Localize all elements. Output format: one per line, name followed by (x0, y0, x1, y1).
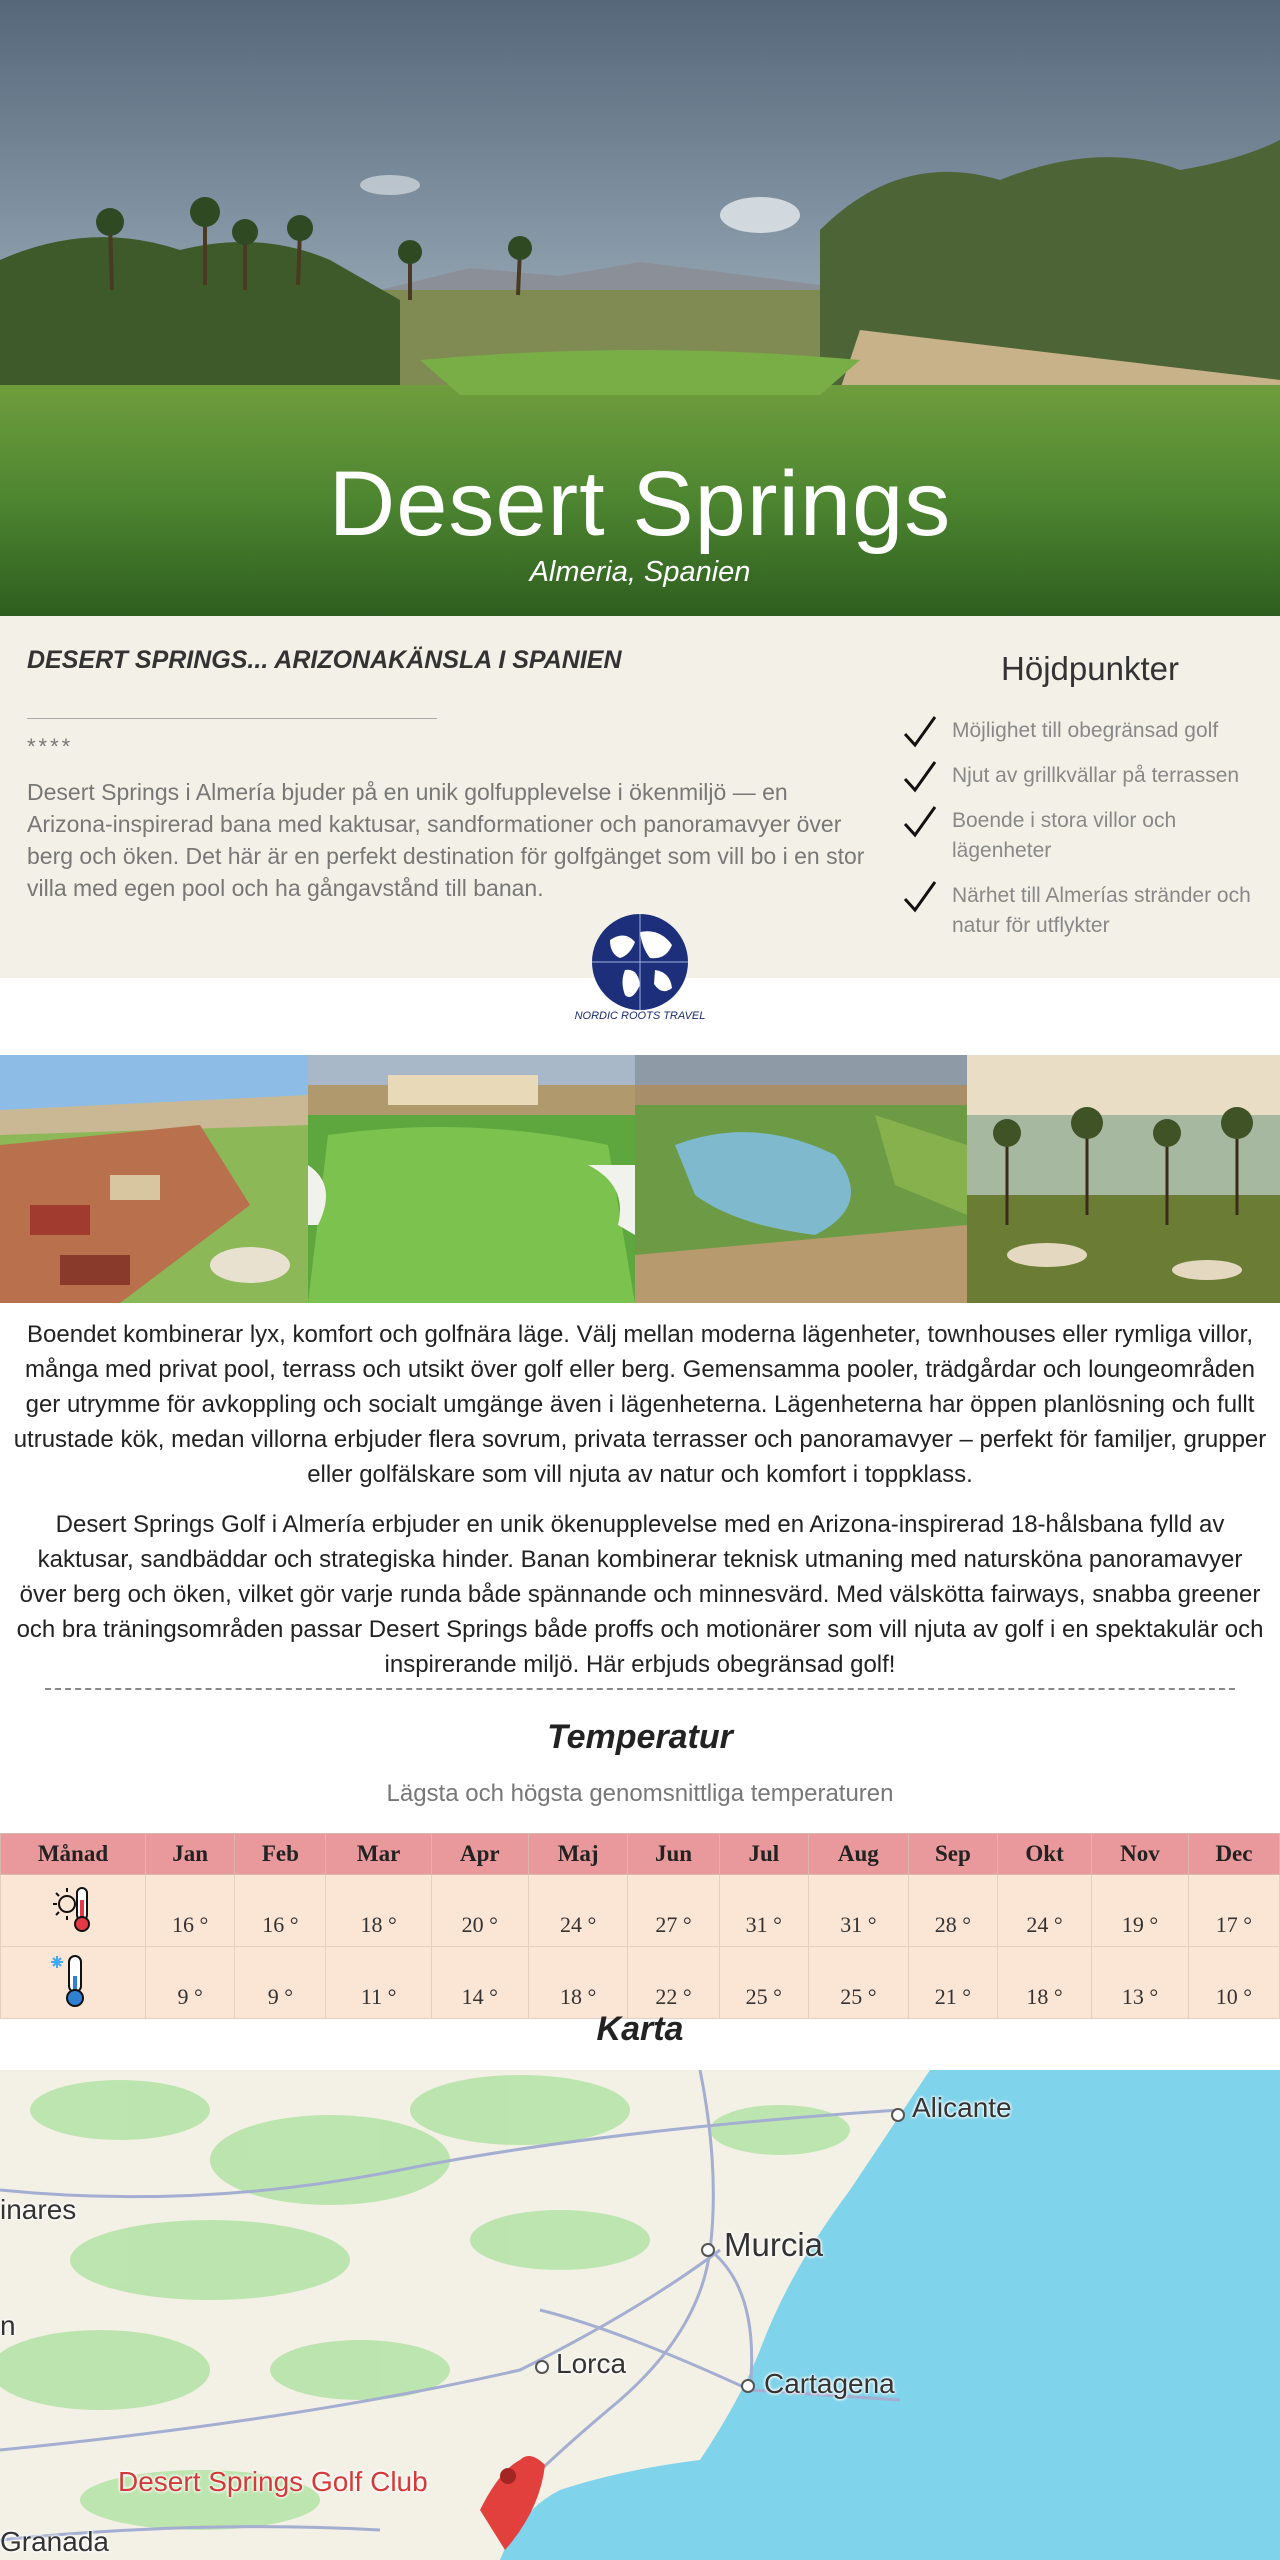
temperature-title: Temperatur (547, 1718, 733, 1756)
map-label-lorca: Lorca (556, 2348, 627, 2379)
high-temp-cell: 18 ° (326, 1875, 432, 1947)
month-jan: Jan (146, 1834, 235, 1875)
highlights-title: Höjdpunkter (1001, 650, 1179, 687)
month-aug: Aug (808, 1834, 908, 1875)
month-maj: Maj (528, 1834, 628, 1875)
low-temp-cell: 25 ° (808, 1947, 908, 2019)
gallery-photo-lake (635, 1055, 967, 1303)
checkmark-icon (902, 714, 938, 750)
highlight-item (900, 716, 1280, 746)
low-temp-cell: 13 ° (1092, 1947, 1189, 2019)
map-label-edge: n (0, 2310, 16, 2341)
month-sep: Sep (908, 1834, 997, 1875)
temperature-table (0, 1833, 1280, 2019)
intro-heading: DESERT SPRINGS... ARIZONAKÄNSLA I SPANIEN (27, 646, 622, 674)
month-feb: Feb (235, 1834, 326, 1875)
logo-label: NORDIC ROOTS TRAVEL (574, 1010, 706, 1022)
month-mar: Mar (326, 1834, 432, 1875)
month-header: Månad (1, 1834, 146, 1875)
gallery-photo-green (308, 1055, 635, 1303)
low-temp-cell: 18 ° (998, 1947, 1092, 2019)
month-jul: Jul (719, 1834, 808, 1875)
sun-thermometer-icon (51, 1882, 95, 1934)
high-temp-cell: 17 ° (1188, 1875, 1279, 1947)
photo-gallery (0, 1055, 1280, 1303)
intro-divider (27, 718, 437, 719)
highlights-list (900, 716, 1280, 956)
low-temp-label (1, 1947, 146, 2019)
high-temp-cell: 16 ° (235, 1875, 326, 1947)
table-header-row (1, 1834, 1280, 1875)
dashed-divider (45, 1688, 1235, 1690)
highlight-label: Möjlighet till obegränsad golf (952, 719, 1219, 742)
snow-thermometer-icon (51, 1952, 95, 2008)
high-temp-cell: 31 ° (719, 1875, 808, 1947)
intro-text: Desert Springs i Almería bjuder på en unik golfupplevelse i ökenmiljö — en Arizona-inspirerad bana med kaktusar, sandformationer och panoramavyer över berg och öken. Det här är en perfekt destination för golfgänget som vill bo i en stor villa med egen pool och ha gångavstånd till banan. (27, 779, 865, 901)
low-temp-cell: 25 ° (719, 1947, 808, 2019)
high-temp-label (1, 1875, 146, 1947)
month-apr: Apr (431, 1834, 528, 1875)
month-dec: Dec (1188, 1834, 1279, 1875)
high-temp-cell: 19 ° (1092, 1875, 1189, 1947)
low-temp-cell: 18 ° (528, 1947, 628, 2019)
low-temp-cell: 9 ° (235, 1947, 326, 2019)
high-temp-cell: 24 ° (998, 1875, 1092, 1947)
map-label-granada: Granada (0, 2526, 109, 2557)
map-label-alicante: Alicante (912, 2092, 1012, 2123)
gallery-photo-palms (967, 1055, 1280, 1303)
high-temp-cell: 31 ° (808, 1875, 908, 1947)
month-nov: Nov (1092, 1834, 1189, 1875)
checkmark-icon (902, 804, 938, 840)
star-rating: **** (27, 734, 74, 759)
low-temp-cell: 21 ° (908, 1947, 997, 2019)
checkmark-icon (902, 759, 938, 795)
low-temp-cell: 11 ° (326, 1947, 432, 2019)
low-temp-cell: 9 ° (146, 1947, 235, 2019)
hero-subtitle: Almeria, Spanien (529, 556, 751, 588)
map-label-murcia: Murcia (724, 2226, 824, 2263)
golf-course-text: Desert Springs Golf i Almería erbjuder en unik ökenupplevelse med en Arizona-inspirerad 18-hålsbana fylld av kaktusar, sandbäddar och strategiska hinder. Banan kombinerar teknisk utmaning med natursköna panoramavyer över berg och öken, vilket gör varje runda både spännande och minnesvärd. Med välskötta fairways, snabba greener och bra träningsområden passar Desert Springs både proffs och motionärer som vill njuta av golf i en spektakulär och inspirerande miljö. Här erbjuds obegränsad golf! (16, 1511, 1264, 1678)
high-temp-cell: 24 ° (528, 1875, 628, 1947)
map-label-linares: inares (0, 2194, 77, 2225)
hero-banner (0, 0, 1280, 616)
high-temp-cell: 28 ° (908, 1875, 997, 1947)
month-okt: Okt (998, 1834, 1092, 1875)
logo-text (560, 1010, 720, 1022)
map-title: Karta (596, 2010, 684, 2048)
high-temp-cell: 20 ° (431, 1875, 528, 1947)
month-jun: Jun (628, 1834, 719, 1875)
hero-title: Desert Springs (328, 453, 952, 555)
gallery-photo-villas (0, 1055, 308, 1303)
highlight-item (900, 881, 1280, 941)
low-temp-cell: 22 ° (628, 1947, 719, 2019)
highlight-label: Boende i stora villor och lägenheter (952, 809, 1177, 862)
location-map[interactable] (0, 2070, 1280, 2560)
highlight-label: Närhet till Almerías stränder och natur för utflykter (952, 884, 1251, 937)
low-temp-cell: 10 ° (1188, 1947, 1279, 2019)
highlight-item (900, 761, 1280, 791)
table-row (1, 1875, 1280, 1947)
map-label-club[interactable]: Desert Springs Golf Club (118, 2466, 428, 2497)
high-temp-cell: 16 ° (146, 1875, 235, 1947)
accommodation-text: Boendet kombinerar lyx, komfort och golfnära läge. Välj mellan moderna lägenheter, townhouses eller rymliga villor, många med privat pool, terrass och utsikt över golf eller berg. Gemensamma pooler, trädgårdar och loungeområden ger utrymme för avkoppling och socialt umgänge även i lägenheterna. Lägenheterna har öppen planlösning och fullt utrustade kök, medan villorna erbjuder flera sovrum, privata terrasser och panoramavyer – perfekt för familjer, grupper eller golfälskare som vill njuta av natur och komfort i toppklass. (13, 1321, 1267, 1488)
highlight-item (900, 806, 1280, 866)
map-label-cartagena: Cartagena (764, 2368, 895, 2399)
temperature-subtitle: Lägsta och högsta genomsnittliga temperaturen (386, 1780, 894, 1807)
table-row (1, 1947, 1280, 2019)
checkmark-icon (902, 879, 938, 915)
high-temp-cell: 27 ° (628, 1875, 719, 1947)
highlight-label: Njut av grillkvällar på terrassen (952, 764, 1240, 787)
low-temp-cell: 14 ° (431, 1947, 528, 2019)
